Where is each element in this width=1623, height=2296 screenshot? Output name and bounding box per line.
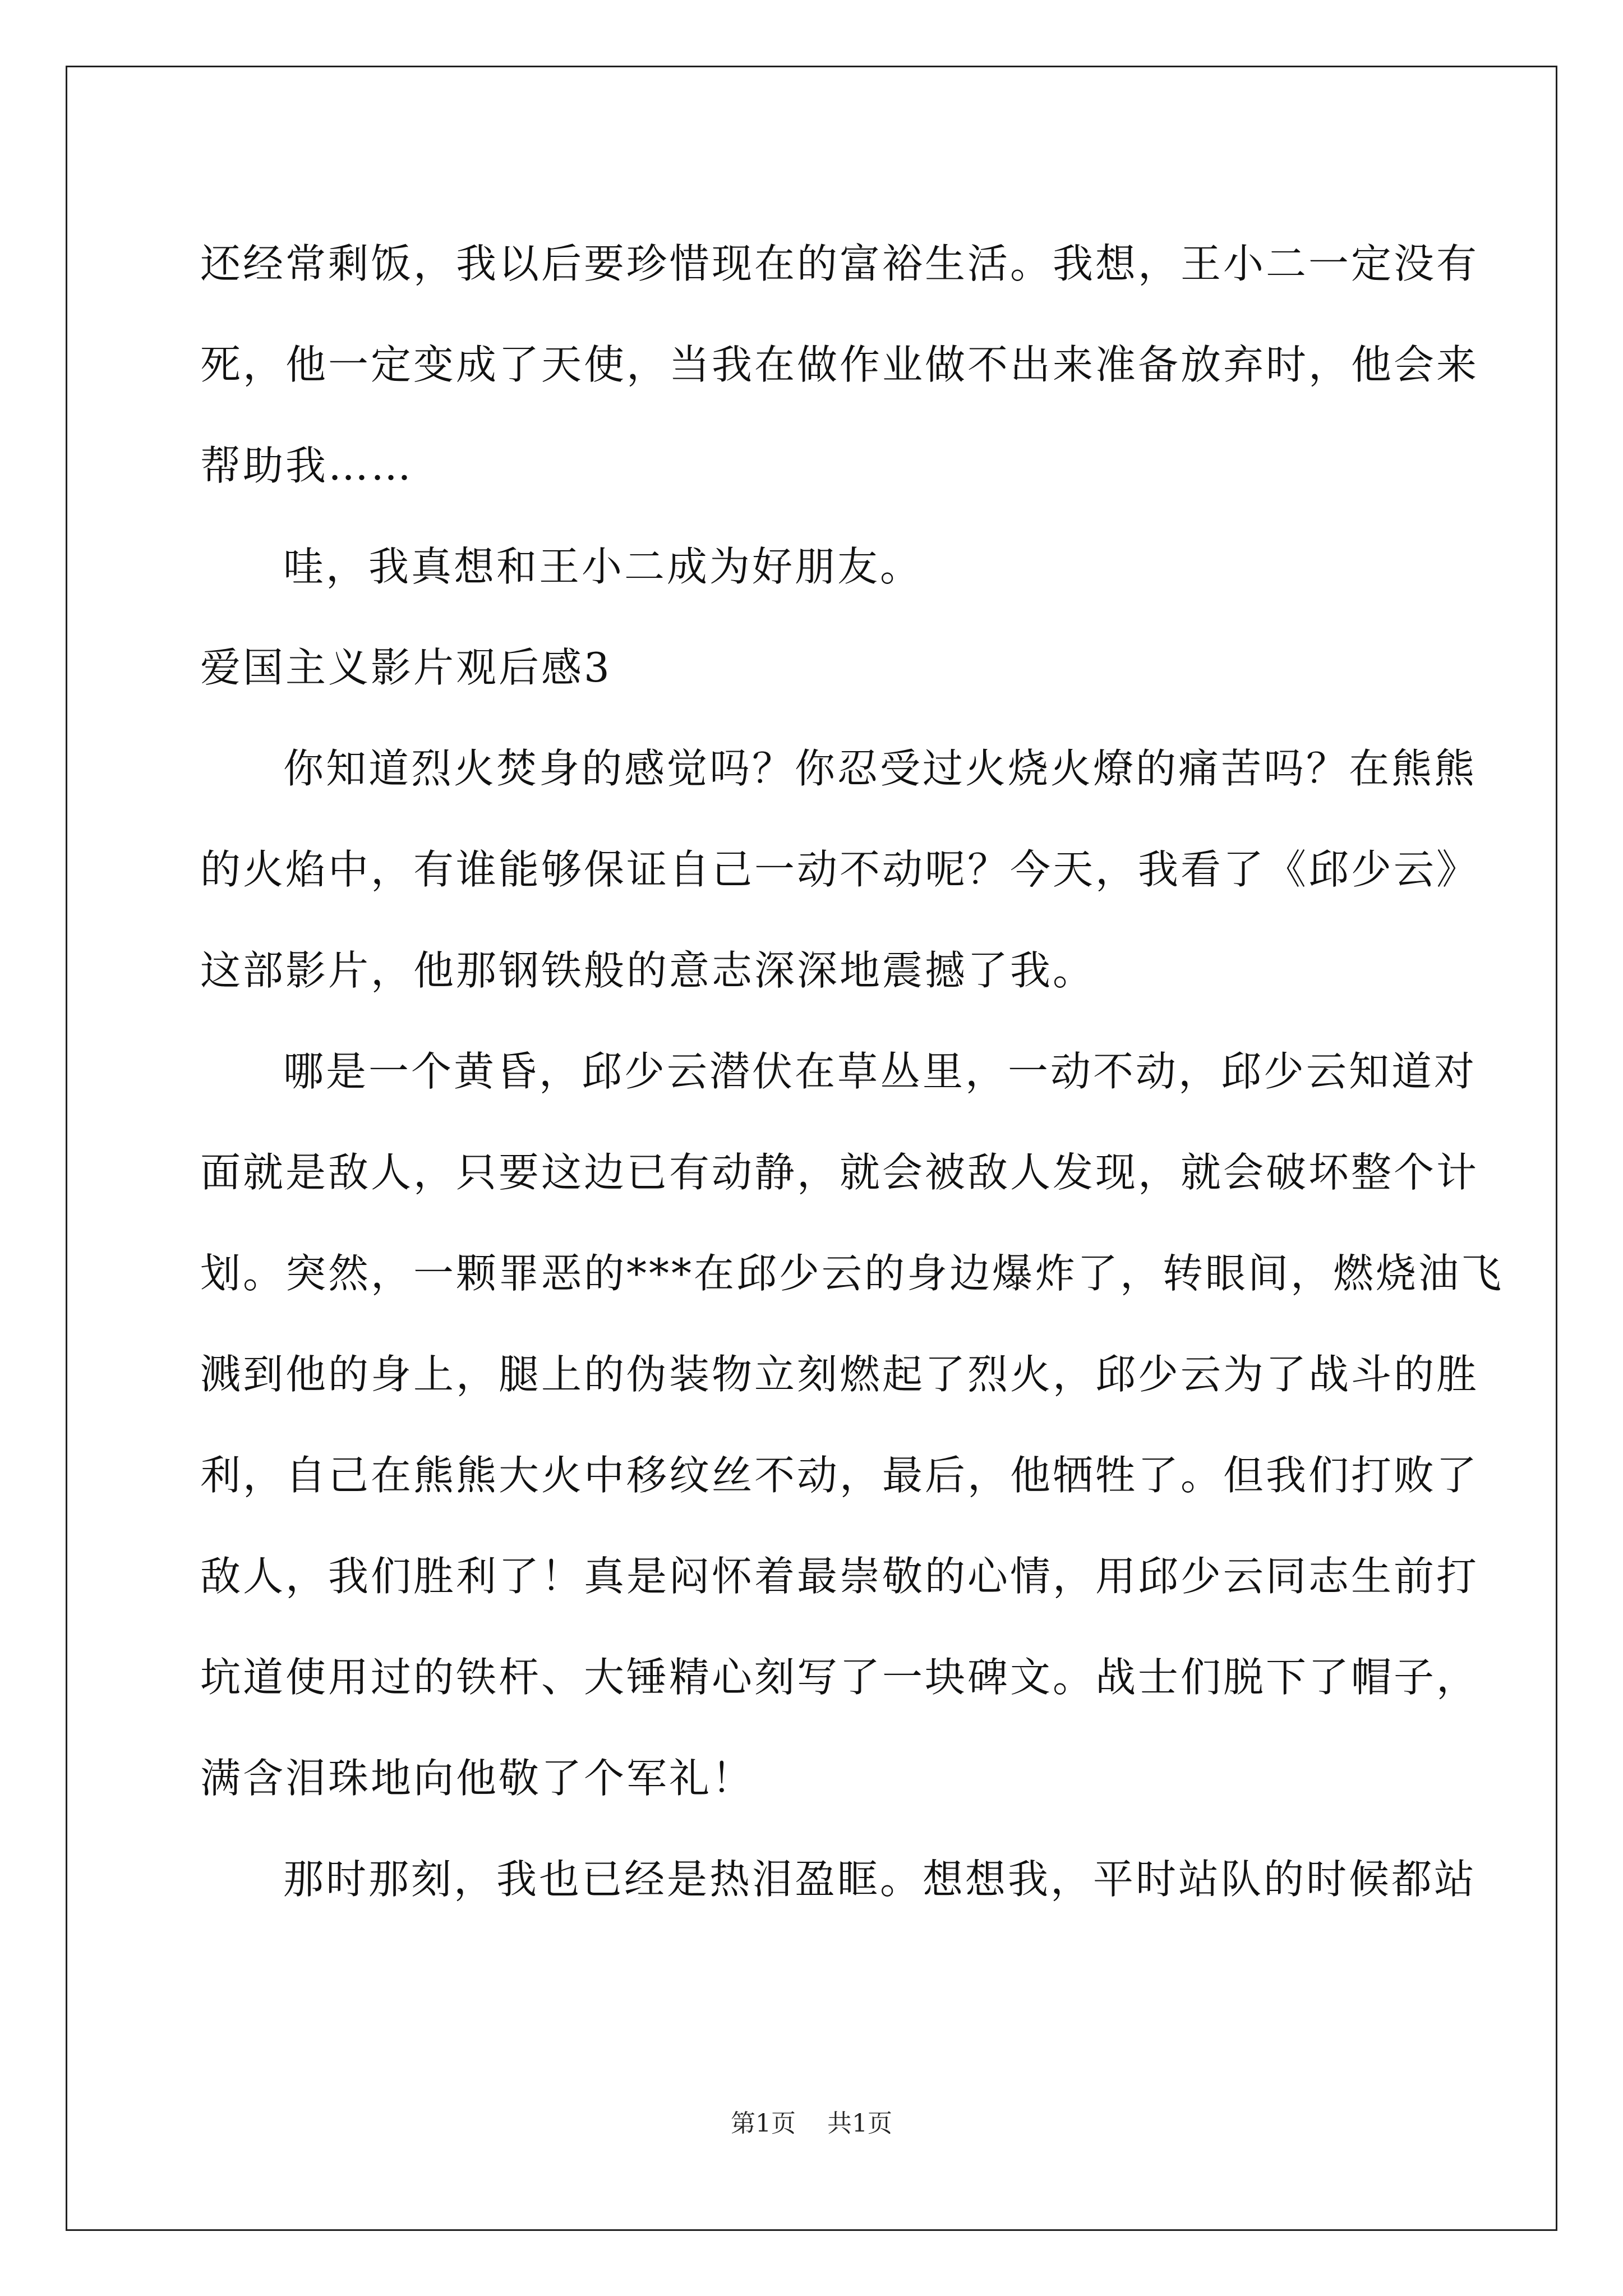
page-footer (0, 2107, 1623, 2141)
text-line: 帮助我…… (200, 442, 414, 489)
text-line: 哇，我真想和王小二成为好朋友。 (283, 543, 923, 590)
text-line: 那时那刻，我也已经是热泪盈眶。想想我，平时站队的时候都站 (283, 1856, 1477, 1903)
section-heading: 爱国主义影片观后感3 (200, 644, 612, 691)
document-body (200, 213, 1504, 1930)
text-line: 的火焰中，有谁能够保证自己一动不动呢？今天，我看了《邱少云》 (200, 846, 1479, 893)
footer-spacer (796, 2109, 827, 2138)
text-line: 你知道烈火焚身的感觉吗？你忍受过火烧火燎的痛苦吗？在熊熊 (283, 745, 1477, 792)
text-line: 敌人，我们胜利了！真是闷怀着最崇敬的心情，用邱少云同志生前打 (200, 1553, 1479, 1600)
page-number: 第1页 (731, 2109, 796, 2138)
text-line: 满含泪珠地向他敬了个军礼！ (200, 1755, 755, 1802)
text-line: 溅到他的身上，腿上的伪装物立刻燃起了烈火，邱少云为了战斗的胜 (200, 1351, 1479, 1398)
text-line: 死，他一定变成了天使，当我在做作业做不出来准备放弃时，他会来 (200, 341, 1479, 388)
page-total: 共1页 (827, 2109, 892, 2138)
text-line: 面就是敌人，只要这边已有动静，就会被敌人发现，就会破坏整个计 (200, 1149, 1479, 1196)
text-line: 还经常剩饭，我以后要珍惜现在的富裕生活。我想，王小二一定没有 (200, 240, 1479, 287)
text-line: 这部影片，他那钢铁般的意志深深地震撼了我。 (200, 947, 1096, 994)
text-line: 哪是一个黄昏，邱少云潜伏在草丛里，一动不动，邱少云知道对 (283, 1048, 1477, 1095)
text-line: 坑道使用过的铁杆、大锤精心刻写了一块碑文。战士们脱下了帽子， (200, 1654, 1479, 1701)
text-line: 利，自己在熊熊大火中移纹丝不动，最后，他牺牲了。但我们打败了 (200, 1452, 1479, 1499)
text-line: 划。突然，一颗罪恶的***在邱少云的身边爆炸了，转眼间，燃烧油飞 (200, 1250, 1504, 1297)
